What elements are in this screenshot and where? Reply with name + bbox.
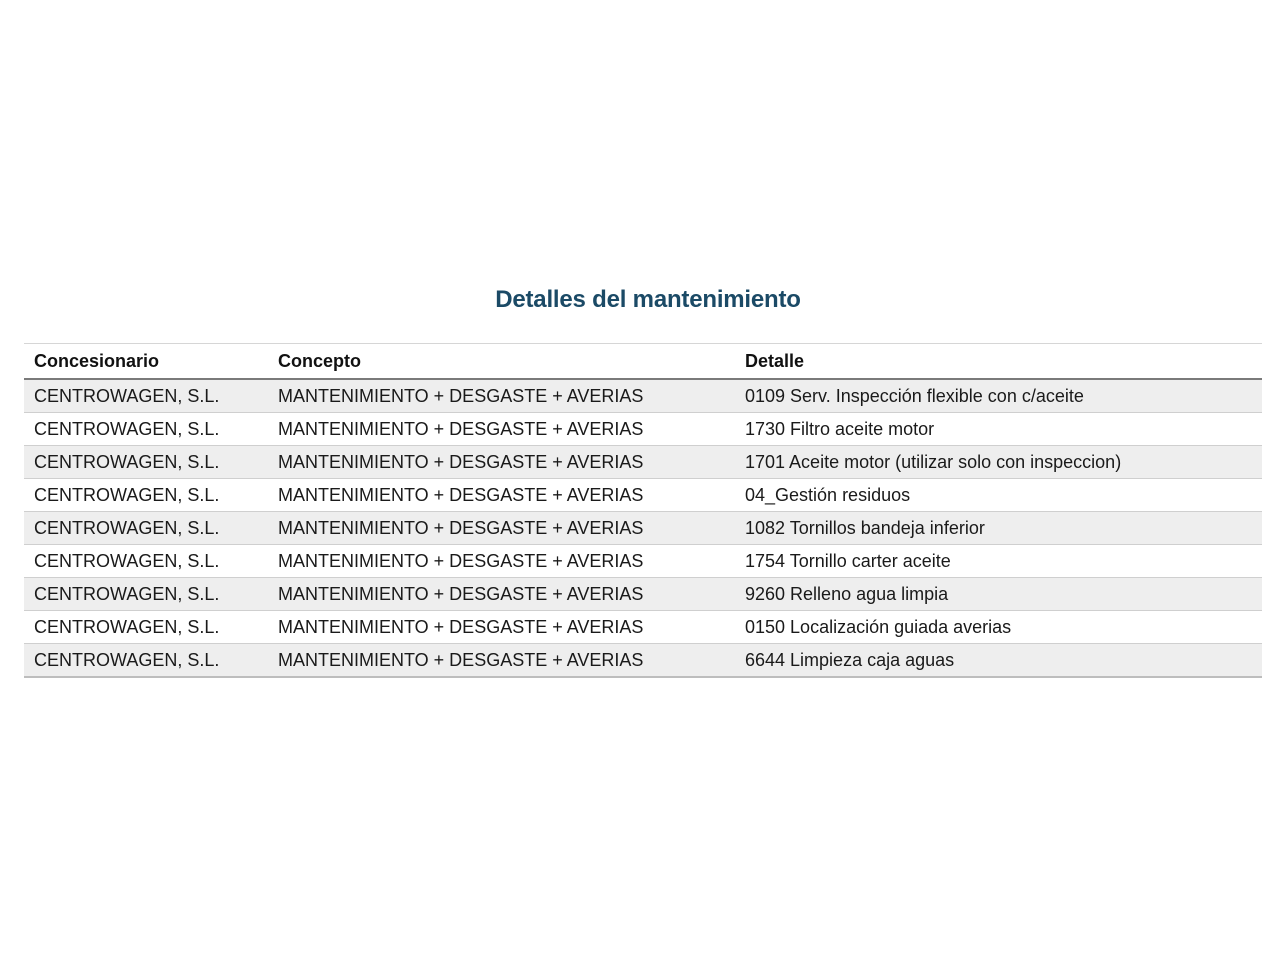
detalle-cell: 0150 Localización guiada averias xyxy=(735,611,1262,644)
detalle-cell: 04_Gestión residuos xyxy=(735,479,1262,512)
detalle-cell: 0109 Serv. Inspección flexible con c/aceite xyxy=(735,379,1262,413)
table-row xyxy=(24,578,1262,611)
table-row xyxy=(24,379,1262,413)
concesionario-cell: CENTROWAGEN, S.L. xyxy=(24,611,268,644)
detalle-cell: 6644 Limpieza caja aguas xyxy=(735,644,1262,678)
page-title: Detalles del mantenimiento xyxy=(495,286,801,313)
concepto-cell: MANTENIMIENTO + DESGASTE + AVERIAS xyxy=(268,578,735,611)
table-row xyxy=(24,479,1262,512)
concesionario-cell: CENTROWAGEN, S.L. xyxy=(24,545,268,578)
column-header-concesionario: Concesionario xyxy=(24,344,268,380)
table-header xyxy=(24,344,1262,380)
table-row xyxy=(24,413,1262,446)
table-row xyxy=(24,644,1262,678)
concepto-cell: MANTENIMIENTO + DESGASTE + AVERIAS xyxy=(268,479,735,512)
table-header-row xyxy=(24,344,1262,380)
detalle-cell: 9260 Relleno agua limpia xyxy=(735,578,1262,611)
detalle-cell: 1754 Tornillo carter aceite xyxy=(735,545,1262,578)
concesionario-cell: CENTROWAGEN, S.L. xyxy=(24,446,268,479)
concepto-cell: MANTENIMIENTO + DESGASTE + AVERIAS xyxy=(268,512,735,545)
maintenance-table-container xyxy=(24,343,1262,678)
table-row xyxy=(24,611,1262,644)
concepto-cell: MANTENIMIENTO + DESGASTE + AVERIAS xyxy=(268,644,735,678)
concepto-cell: MANTENIMIENTO + DESGASTE + AVERIAS xyxy=(268,446,735,479)
concepto-cell: MANTENIMIENTO + DESGASTE + AVERIAS xyxy=(268,611,735,644)
concesionario-cell: CENTROWAGEN, S.L. xyxy=(24,512,268,545)
detalle-cell: 1730 Filtro aceite motor xyxy=(735,413,1262,446)
concepto-cell: MANTENIMIENTO + DESGASTE + AVERIAS xyxy=(268,545,735,578)
table-row xyxy=(24,512,1262,545)
concesionario-cell: CENTROWAGEN, S.L. xyxy=(24,413,268,446)
column-header-concepto: Concepto xyxy=(268,344,735,380)
table-row xyxy=(24,545,1262,578)
concepto-cell: MANTENIMIENTO + DESGASTE + AVERIAS xyxy=(268,379,735,413)
concesionario-cell: CENTROWAGEN, S.L. xyxy=(24,644,268,678)
column-header-detalle: Detalle xyxy=(735,344,1262,380)
concesionario-cell: CENTROWAGEN, S.L. xyxy=(24,479,268,512)
concesionario-cell: CENTROWAGEN, S.L. xyxy=(24,379,268,413)
concepto-cell: MANTENIMIENTO + DESGASTE + AVERIAS xyxy=(268,413,735,446)
table-body xyxy=(24,379,1262,677)
detalle-cell: 1082 Tornillos bandeja inferior xyxy=(735,512,1262,545)
maintenance-table xyxy=(24,343,1262,678)
detalle-cell: 1701 Aceite motor (utilizar solo con inspeccion) xyxy=(735,446,1262,479)
concesionario-cell: CENTROWAGEN, S.L. xyxy=(24,578,268,611)
table-row xyxy=(24,446,1262,479)
